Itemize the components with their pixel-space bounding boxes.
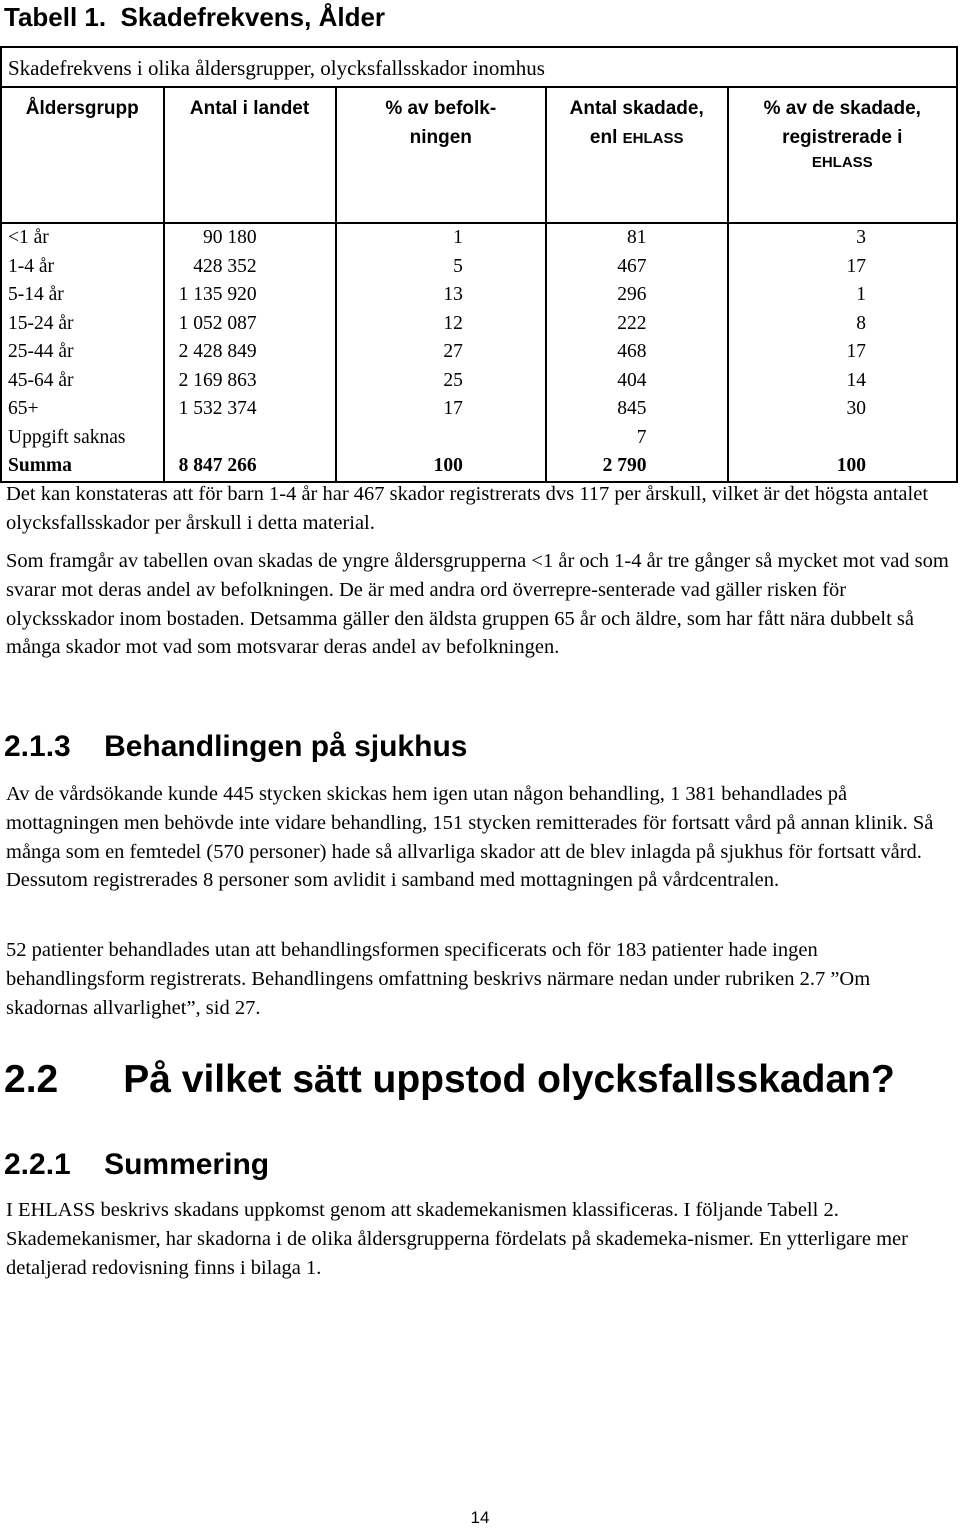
- paragraph-unspecified-treatment: 52 patienter behandlades utan att behandlingsformen specificerats och för 183 patienter hade ingen behandlingsform registrerats. Behandlingens omfattning beskrivs närmare nedan under rubriken 2.7 ”Om skadornas allvarlighet”, sid 27.: [6, 939, 871, 1019]
- table-cell: 12: [336, 310, 546, 339]
- table-sum-row: [1, 452, 957, 482]
- table-row: [1, 338, 957, 367]
- table-cell: 1-4 år: [1, 253, 164, 282]
- paragraph-infants-toddlers: Det kan konstateras att för barn 1-4 år har 467 skador registrerats dvs 117 per årskull, vilket är det högsta antalet olycksfallsskador per årskull i detta material.: [6, 483, 929, 534]
- table-cell: 3: [728, 223, 957, 253]
- table-cell: 13: [336, 281, 546, 310]
- table-cell: 45-64 år: [1, 367, 164, 396]
- table-cell: 1 135 920: [164, 281, 336, 310]
- column-header-text: ningen: [409, 127, 472, 148]
- column-header: [336, 87, 546, 223]
- column-header: [546, 87, 728, 223]
- table-cell: <1 år: [1, 223, 164, 253]
- table-row: [1, 310, 957, 339]
- table-row: [1, 395, 957, 424]
- page-number: 14: [470, 1508, 490, 1527]
- table-cell: 8: [728, 310, 957, 339]
- table-cell: Summa: [1, 452, 164, 482]
- column-header-text: registrerade i: [782, 127, 903, 148]
- table-cell: [164, 424, 336, 453]
- table-cell: 17: [728, 253, 957, 282]
- table-cell: 1: [336, 223, 546, 253]
- table-cell: [728, 424, 957, 453]
- column-header-line: [337, 123, 545, 152]
- table-cell: 30: [728, 395, 957, 424]
- column-header-text: enl: [589, 127, 623, 148]
- table-cell: 7: [546, 424, 728, 453]
- table-row: [1, 253, 957, 282]
- table-cell: 222: [546, 310, 728, 339]
- table-cell: [336, 424, 546, 453]
- table-row: [1, 281, 957, 310]
- table-header-row: [1, 87, 957, 223]
- table-cell: 1 052 087: [164, 310, 336, 339]
- table-cell: 1 532 374: [164, 395, 336, 424]
- table-cell: 467: [546, 253, 728, 282]
- table-cell: 17: [336, 395, 546, 424]
- table-row: [1, 424, 957, 453]
- table-cell: 100: [336, 452, 546, 482]
- table-caption: Tabell 1. Skadefrekvens, Ålder: [4, 2, 386, 32]
- table-cell: 296: [546, 281, 728, 310]
- column-header-line: [729, 152, 956, 173]
- table-cell: 468: [546, 338, 728, 367]
- table-row: [1, 367, 957, 396]
- heading-2-2-1: 2.2.1 Summering: [4, 1148, 270, 1181]
- table-row: [1, 223, 957, 253]
- table-cell: 1: [728, 281, 957, 310]
- table-cell: 5: [336, 253, 546, 282]
- injury-frequency-table: [0, 46, 958, 483]
- table-cell: 845: [546, 395, 728, 424]
- heading-2-2: 2.2 På vilket sätt uppstod olycksfallsskadan?: [4, 1058, 895, 1101]
- table-cell: 15-24 år: [1, 310, 164, 339]
- column-header-line: Åldersgrupp: [25, 98, 139, 119]
- paragraph-treatment: Av de vårdsökande kunde 445 stycken skickas hem igen utan någon behandling, 1 381 behandlades på mottagningen men behövde inte vidare behandling, 151 stycken remitterades för fortsatt vård på annan klinik. Så många som en femtedel (570 personer) hade så allvarliga skador att de blev inlagda på sjukhus för fortsatt vård. Dessutom registrerades 8 personer som avlidit i samband med mottagningen på vårdcentralen.: [6, 783, 934, 892]
- table-cell: 65+: [1, 395, 164, 424]
- column-header-small: EHLASS: [811, 154, 873, 171]
- column-header-line: Antal i landet: [189, 98, 310, 119]
- table-cell: 8 847 266: [164, 452, 336, 482]
- table-cell: 2 790: [546, 452, 728, 482]
- table-cell: 25: [336, 367, 546, 396]
- column-header-line: % av befolk-: [385, 98, 497, 119]
- column-header-line: [547, 123, 727, 153]
- column-header: [164, 87, 336, 223]
- table-title: Skadefrekvens i olika åldersgrupper, olycksfallsskador inomhus: [1, 47, 957, 87]
- column-header-small: EHLASS: [622, 130, 684, 147]
- table-cell: 25-44 år: [1, 338, 164, 367]
- table-cell: 90 180: [164, 223, 336, 253]
- column-header-line: Antal skadade,: [569, 98, 704, 119]
- table-cell: 404: [546, 367, 728, 396]
- heading-2-1-3: 2.1.3 Behandlingen på sjukhus: [4, 730, 468, 763]
- table-cell: 100: [728, 452, 957, 482]
- column-header: [728, 87, 957, 223]
- table-cell: 2 428 849: [164, 338, 336, 367]
- table-cell: 14: [728, 367, 957, 396]
- table-cell: 27: [336, 338, 546, 367]
- table-cell: 428 352: [164, 253, 336, 282]
- table-cell: 17: [728, 338, 957, 367]
- table-cell: 5-14 år: [1, 281, 164, 310]
- table-cell: Uppgift saknas: [1, 424, 164, 453]
- paragraph-overrepresentation: Som framgår av tabellen ovan skadas de yngre åldersgrupperna <1 år och 1-4 år tre gånger så mycket mot vad som svarar mot deras andel av befolkningen. De är med andra ord överrepre-senterade vad gäller risken för olycksskador inom bostaden. Detsamma gäller den äldsta gruppen 65 år och äldre, som har fått nära dubbelt så många skador mot vad som motsvarar deras andel av befolkningen.: [6, 550, 949, 659]
- column-header: [1, 87, 164, 223]
- column-header-line: % av de skadade,: [763, 98, 921, 119]
- table-body: [1, 223, 957, 482]
- table-cell: 2 169 863: [164, 367, 336, 396]
- table-cell: 81: [546, 223, 728, 253]
- paragraph-summary: I EHLASS beskrivs skadans uppkomst genom att skademekanismen klassificeras. I följande Tabell 2. Skademekanismer, har skadorna i de olika åldersgrupperna fördelats på skademeka-nismer. En ytterligare mer detaljerad redovisning finns i bilaga 1.: [6, 1199, 908, 1279]
- column-header-line: [729, 123, 956, 152]
